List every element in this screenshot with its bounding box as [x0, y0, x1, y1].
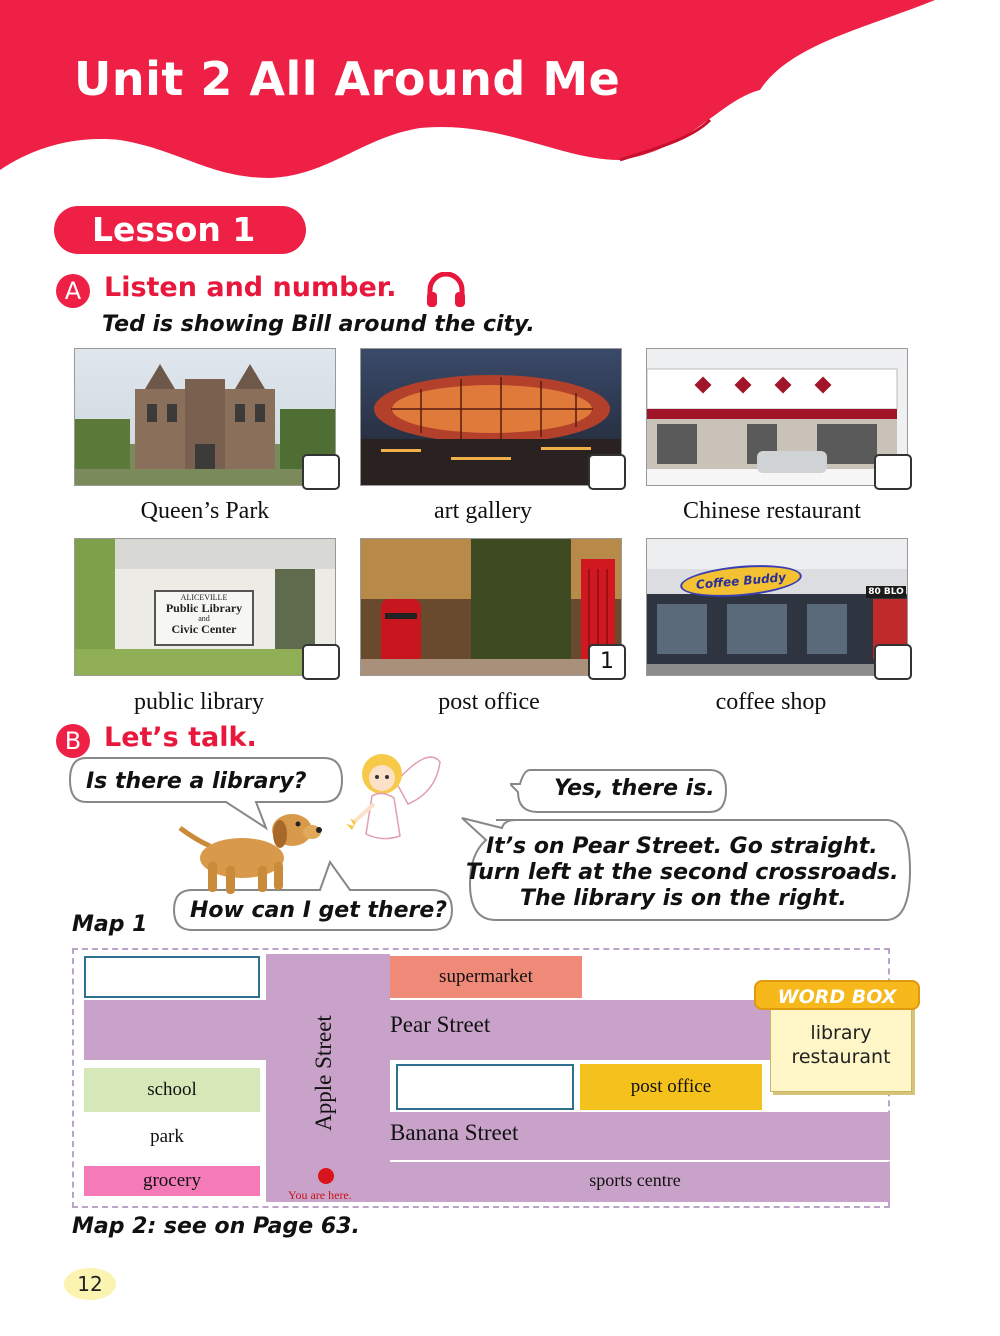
number-box-coffee-shop[interactable]: [874, 644, 912, 680]
section-a-badge: A: [56, 274, 90, 308]
library-sign-line3: and: [198, 613, 210, 623]
angel-illustration: [336, 742, 446, 852]
bubble-text-a2-line3: The library is on the right.: [520, 886, 847, 911]
unit-title: Unit 2 All Around Me: [74, 52, 621, 106]
page-number: 12: [64, 1268, 116, 1300]
number-box-public-library[interactable]: [302, 644, 340, 680]
headphones-icon: [425, 272, 467, 308]
photo-queens-park: [74, 348, 336, 486]
blank-building-banana-street[interactable]: [396, 1064, 574, 1110]
supermarket-block: supermarket: [390, 956, 582, 998]
map-2-note: Map 2: see on Page 63.: [72, 1214, 360, 1239]
section-b-badge: B: [56, 724, 90, 758]
word-box-word-1: library: [810, 1022, 872, 1044]
number-box-queens-park[interactable]: [302, 454, 340, 490]
photo-art-gallery: [360, 348, 622, 486]
dog-illustration: [176, 806, 326, 896]
bubble-text-q2: How can I get there?: [190, 898, 448, 923]
coffee-shop-sign: Coffee Buddy: [679, 561, 803, 602]
word-box-word-2: restaurant: [791, 1046, 891, 1068]
banana-street-label: Banana Street: [390, 1120, 519, 1145]
park-label: park: [150, 1126, 184, 1147]
section-a-subtitle: Ted is showing Bill around the city.: [102, 312, 535, 337]
blank-building-top-left[interactable]: [84, 956, 260, 998]
caption-post-office: post office: [438, 689, 540, 715]
sports-centre-label: sports centre: [589, 1170, 681, 1190]
library-sign-line2: Public Library: [165, 601, 243, 616]
pear-street-label: Pear Street: [390, 1012, 491, 1037]
number-box-chinese-restaurant[interactable]: [874, 454, 912, 490]
number-box-post-office[interactable]: 1: [588, 644, 626, 680]
section-a-title: Listen and number.: [104, 272, 397, 303]
bubble-text-a2-line1: It’s on Pear Street. Go straight.: [486, 834, 878, 859]
word-box: [770, 1000, 912, 1092]
caption-queens-park: Queen’s Park: [140, 498, 270, 524]
caption-public-library: public library: [134, 689, 264, 715]
bubble-text-a2-line2: Turn left at the second crossroads.: [466, 860, 899, 885]
you-are-here-label: You are here.: [288, 1188, 352, 1202]
post-office-block: post office: [580, 1064, 762, 1110]
photo-chinese-restaurant: [646, 348, 908, 486]
library-sign-line4: Civic Center: [171, 622, 237, 637]
photo-post-office: [360, 538, 622, 676]
lesson-label: Lesson 1: [54, 206, 306, 254]
storefront-sign: 80 BLO: [866, 586, 906, 598]
school-block: school: [84, 1068, 260, 1112]
apple-street-label: Apple Street: [311, 1015, 336, 1131]
number-box-art-gallery[interactable]: [588, 454, 626, 490]
you-are-here-marker: [318, 1168, 334, 1184]
library-sign: [154, 590, 254, 646]
banana-street: [266, 1112, 890, 1160]
grocery-block: grocery: [84, 1166, 260, 1196]
library-sign-line1: ALICEVILLE: [180, 593, 228, 602]
section-b-title: Let’s talk.: [104, 722, 257, 753]
bubble-text-a1: Yes, there is.: [554, 776, 715, 801]
map-title: Map 1: [72, 912, 148, 937]
word-box-title: WORD BOX: [754, 980, 920, 1010]
caption-chinese-restaurant: Chinese restaurant: [683, 498, 861, 524]
caption-art-gallery: art gallery: [434, 498, 532, 524]
caption-coffee-shop: coffee shop: [715, 689, 827, 715]
bubble-text-q1: Is there a library?: [86, 769, 307, 794]
photo-coffee-shop: [646, 538, 908, 676]
